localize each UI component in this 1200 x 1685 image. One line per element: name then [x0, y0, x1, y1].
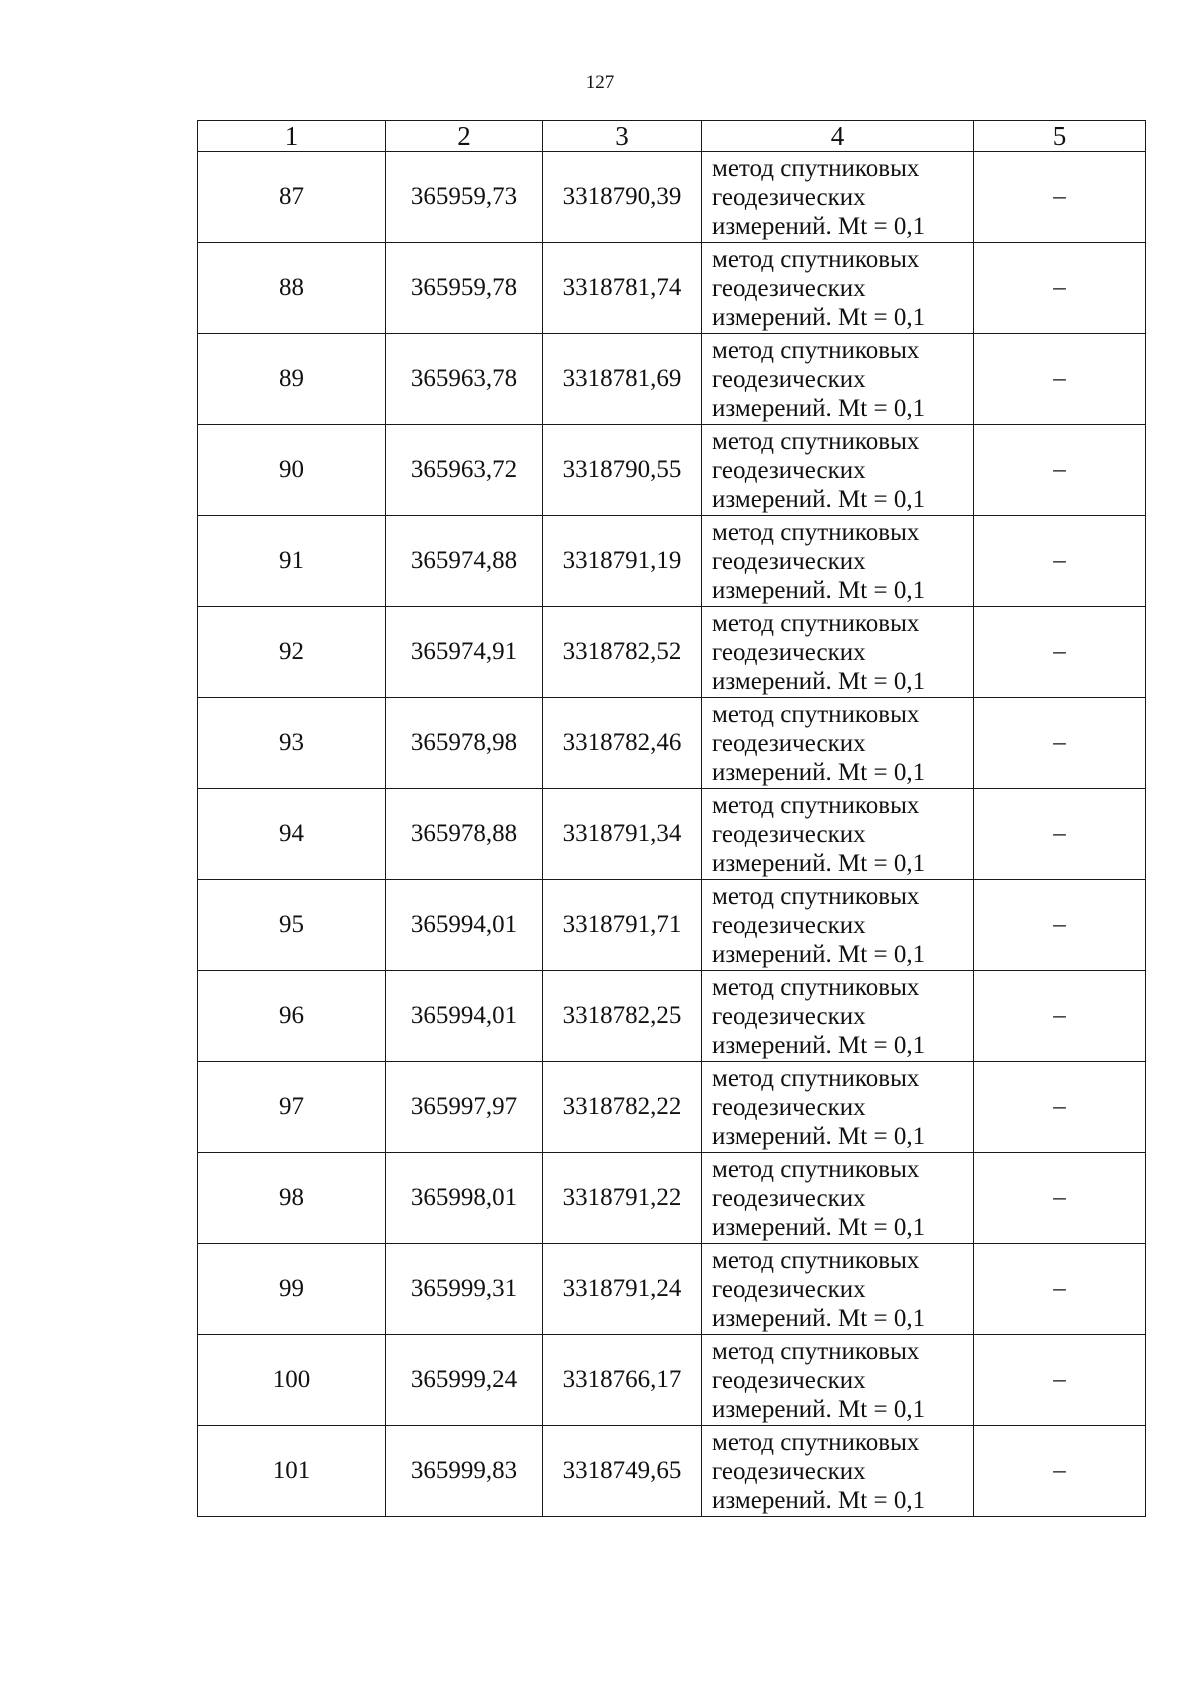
note-cell: – [974, 1335, 1146, 1426]
method-line: геодезических [712, 183, 866, 211]
table-row [198, 1335, 1146, 1426]
header-col-3: 3 [543, 121, 702, 152]
point-number-cell: 101 [198, 1426, 386, 1517]
method-line: измерений. Mt = 0,1 [712, 1213, 926, 1241]
y-coordinate-cell: 3318791,22 [543, 1153, 702, 1244]
table-row [198, 971, 1146, 1062]
method-line: метод спутниковых [712, 882, 920, 910]
table-row [198, 789, 1146, 880]
y-coordinate-cell: 3318790,39 [543, 152, 702, 243]
method-cell [702, 1335, 974, 1426]
header-col-2: 2 [386, 121, 543, 152]
x-coordinate-cell: 365999,31 [386, 1244, 543, 1335]
method-line: измерений. Mt = 0,1 [712, 758, 926, 786]
point-number-cell: 98 [198, 1153, 386, 1244]
method-line: измерений. Mt = 0,1 [712, 394, 926, 422]
method-line: метод спутниковых [712, 1064, 920, 1092]
method-line: метод спутниковых [712, 1428, 920, 1456]
table-row [198, 1153, 1146, 1244]
method-line: геодезических [712, 1366, 866, 1394]
x-coordinate-cell: 365974,88 [386, 516, 543, 607]
table-row [198, 1244, 1146, 1335]
y-coordinate-cell: 3318782,52 [543, 607, 702, 698]
table-row [198, 698, 1146, 789]
point-number-cell: 90 [198, 425, 386, 516]
y-coordinate-cell: 3318782,25 [543, 971, 702, 1062]
method-line: геодезических [712, 274, 866, 302]
y-coordinate-cell: 3318749,65 [543, 1426, 702, 1517]
note-cell: – [974, 789, 1146, 880]
method-line: измерений. Mt = 0,1 [712, 1031, 926, 1059]
method-cell [702, 152, 974, 243]
method-cell [702, 1244, 974, 1335]
method-line: геодезических [712, 820, 866, 848]
note-cell: – [974, 425, 1146, 516]
point-number-cell: 96 [198, 971, 386, 1062]
note-cell: – [974, 698, 1146, 789]
y-coordinate-cell: 3318766,17 [543, 1335, 702, 1426]
method-line: геодезических [712, 1184, 866, 1212]
method-line: геодезических [712, 1093, 866, 1121]
method-cell [702, 425, 974, 516]
method-cell [702, 243, 974, 334]
method-line: геодезических [712, 638, 866, 666]
x-coordinate-cell: 365978,88 [386, 789, 543, 880]
note-cell: – [974, 880, 1146, 971]
header-col-5: 5 [974, 121, 1146, 152]
point-number-cell: 88 [198, 243, 386, 334]
method-cell [702, 334, 974, 425]
note-cell: – [974, 243, 1146, 334]
y-coordinate-cell: 3318791,24 [543, 1244, 702, 1335]
point-number-cell: 95 [198, 880, 386, 971]
coordinates-table [197, 120, 1146, 1517]
method-line: измерений. Mt = 0,1 [712, 576, 926, 604]
x-coordinate-cell: 365959,73 [386, 152, 543, 243]
method-line: метод спутниковых [712, 518, 920, 546]
x-coordinate-cell: 365959,78 [386, 243, 543, 334]
method-line: геодезических [712, 729, 866, 757]
method-line: геодезических [712, 1275, 866, 1303]
y-coordinate-cell: 3318781,74 [543, 243, 702, 334]
method-line: метод спутниковых [712, 791, 920, 819]
x-coordinate-cell: 365978,98 [386, 698, 543, 789]
note-cell: – [974, 607, 1146, 698]
method-cell [702, 880, 974, 971]
method-line: измерений. Mt = 0,1 [712, 940, 926, 968]
note-cell: – [974, 334, 1146, 425]
note-cell: – [974, 152, 1146, 243]
method-line: измерений. Mt = 0,1 [712, 1122, 926, 1150]
point-number-cell: 92 [198, 607, 386, 698]
y-coordinate-cell: 3318791,19 [543, 516, 702, 607]
header-col-1: 1 [198, 121, 386, 152]
x-coordinate-cell: 365999,24 [386, 1335, 543, 1426]
method-line: измерений. Mt = 0,1 [712, 485, 926, 513]
point-number-cell: 97 [198, 1062, 386, 1153]
header-row [198, 121, 1146, 152]
note-cell: – [974, 516, 1146, 607]
point-number-cell: 100 [198, 1335, 386, 1426]
table-row [198, 1062, 1146, 1153]
note-cell: – [974, 971, 1146, 1062]
method-line: измерений. Mt = 0,1 [712, 303, 926, 331]
method-cell [702, 789, 974, 880]
method-line: метод спутниковых [712, 154, 920, 182]
note-cell: – [974, 1062, 1146, 1153]
method-line: геодезических [712, 911, 866, 939]
x-coordinate-cell: 365999,83 [386, 1426, 543, 1517]
method-line: метод спутниковых [712, 336, 920, 364]
y-coordinate-cell: 3318791,71 [543, 880, 702, 971]
point-number-cell: 94 [198, 789, 386, 880]
method-line: метод спутниковых [712, 1337, 920, 1365]
table-body [198, 152, 1146, 1517]
method-line: геодезических [712, 1002, 866, 1030]
method-line: измерений. Mt = 0,1 [712, 1304, 926, 1332]
point-number-cell: 91 [198, 516, 386, 607]
method-line: измерений. Mt = 0,1 [712, 1395, 926, 1423]
x-coordinate-cell: 365963,72 [386, 425, 543, 516]
y-coordinate-cell: 3318781,69 [543, 334, 702, 425]
y-coordinate-cell: 3318790,55 [543, 425, 702, 516]
x-coordinate-cell: 365994,01 [386, 971, 543, 1062]
table-row [198, 243, 1146, 334]
method-line: метод спутниковых [712, 1246, 920, 1274]
method-line: метод спутниковых [712, 609, 920, 637]
method-line: геодезических [712, 365, 866, 393]
x-coordinate-cell: 365998,01 [386, 1153, 543, 1244]
method-line: метод спутниковых [712, 700, 920, 728]
x-coordinate-cell: 365974,91 [386, 607, 543, 698]
table-row [198, 152, 1146, 243]
header-col-4: 4 [702, 121, 974, 152]
x-coordinate-cell: 365963,78 [386, 334, 543, 425]
note-cell: – [974, 1244, 1146, 1335]
method-cell [702, 1153, 974, 1244]
table-header [198, 121, 1146, 152]
method-cell [702, 607, 974, 698]
method-cell [702, 1426, 974, 1517]
method-line: геодезических [712, 547, 866, 575]
note-cell: – [974, 1153, 1146, 1244]
table-row [198, 1426, 1146, 1517]
y-coordinate-cell: 3318791,34 [543, 789, 702, 880]
method-line: геодезических [712, 456, 866, 484]
method-line: измерений. Mt = 0,1 [712, 667, 926, 695]
method-cell [702, 698, 974, 789]
y-coordinate-cell: 3318782,22 [543, 1062, 702, 1153]
method-line: измерений. Mt = 0,1 [712, 849, 926, 877]
page-number: 127 [585, 72, 615, 93]
method-line: метод спутниковых [712, 973, 920, 1001]
y-coordinate-cell: 3318782,46 [543, 698, 702, 789]
x-coordinate-cell: 365994,01 [386, 880, 543, 971]
table-row [198, 607, 1146, 698]
point-number-cell: 99 [198, 1244, 386, 1335]
x-coordinate-cell: 365997,97 [386, 1062, 543, 1153]
point-number-cell: 93 [198, 698, 386, 789]
method-cell [702, 1062, 974, 1153]
method-line: геодезических [712, 1457, 866, 1485]
table-row [198, 880, 1146, 971]
table-row [198, 516, 1146, 607]
point-number-cell: 89 [198, 334, 386, 425]
method-line: измерений. Mt = 0,1 [712, 1486, 926, 1514]
table-row [198, 425, 1146, 516]
method-line: измерений. Mt = 0,1 [712, 212, 926, 240]
point-number-cell: 87 [198, 152, 386, 243]
method-cell [702, 971, 974, 1062]
note-cell: – [974, 1426, 1146, 1517]
method-line: метод спутниковых [712, 1155, 920, 1183]
table-row [198, 334, 1146, 425]
method-line: метод спутниковых [712, 245, 920, 273]
method-line: метод спутниковых [712, 427, 920, 455]
method-cell [702, 516, 974, 607]
